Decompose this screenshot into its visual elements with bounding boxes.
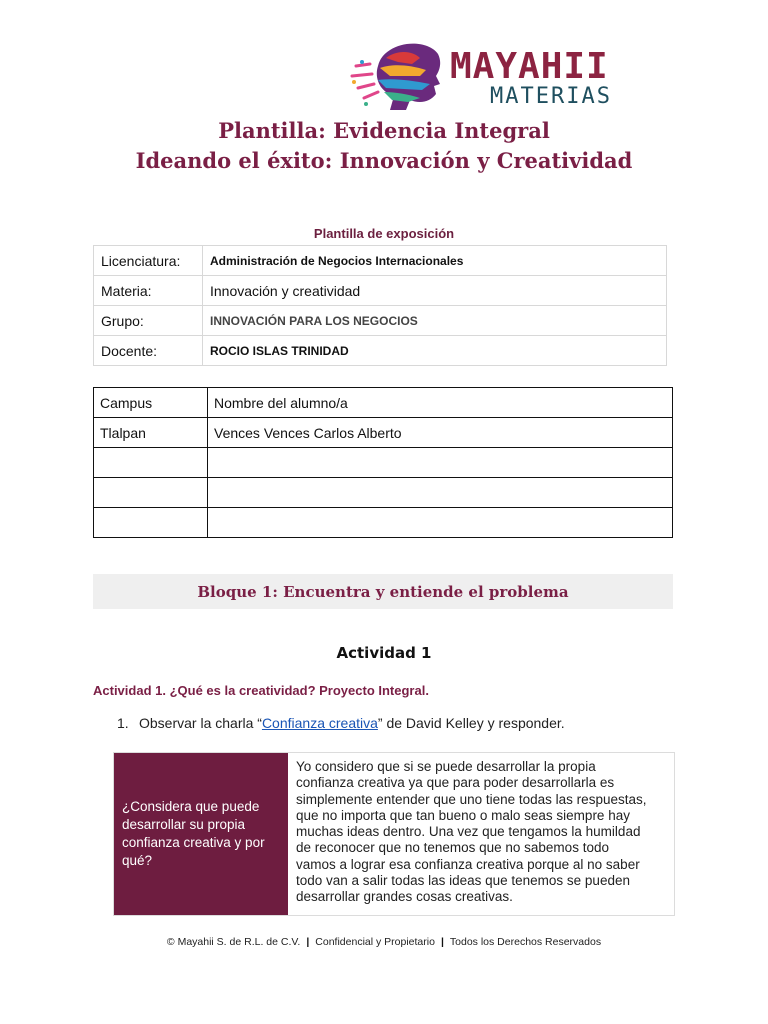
table-header-row [94,388,673,418]
footer-confidential: Confidencial y Propietario [315,936,435,948]
answer-line: confianza creativa ya que para poder desarrollarla es [296,775,615,791]
info-label: Licenciatura: [94,246,203,276]
question-answer-box [113,752,675,916]
answer-line: Yo considero que si se puede desarrollar la propia [296,759,596,774]
footer-rights: Todos los Derechos Reservados [449,936,602,948]
table-row [94,478,673,508]
activity-heading: Actividad 1 [336,644,432,662]
table-cell [94,508,208,538]
confianza-creativa-link[interactable]: Confianza creativa [261,715,378,731]
answer-line: simplemente entender que uno tiene todas las respuestas, [296,791,647,807]
answer-line: muchas ideas dentro. Una vez que tengamos la humildad [296,824,641,840]
table-cell: Vences Vences Carlos Alberto [208,418,673,448]
info-row [94,276,667,306]
section-banner [93,574,673,609]
info-label: Materia: [94,276,203,306]
list-number: 1. [117,715,129,731]
section-banner-text: Bloque 1: Encuentra y entiende el problema [197,582,569,601]
info-value: ROCIO ISLAS TRINIDAD [203,336,667,366]
answer-line: que no importa que tan bueno o malo seas siempre hay [296,807,630,823]
footer-separator: | [306,936,310,948]
course-info-table [93,245,667,366]
table-cell [208,478,673,508]
column-header: Nombre del alumno/a [208,388,673,418]
mayahii-logo [350,40,670,112]
info-value: Administración de Negocios Internacionales [203,246,667,276]
table-caption: Plantilla de exposición [313,226,455,241]
table-cell [94,478,208,508]
logo-brand-text: MAYAHII [450,46,609,87]
question-text: ¿Considera que puede desarrollar su propia confianza creativa y por qué? [122,799,265,868]
answer-cell [296,759,668,906]
page-footer [0,936,768,948]
colorful-head-logo-icon [350,40,446,112]
info-value: Innovación y creatividad [203,276,667,306]
answer-line: todo van a salir todas las ideas que tenemos se pueden [296,873,630,889]
page-title: Plantilla: Evidencia Integral [218,118,550,143]
footer-separator: | [440,936,444,948]
answer-line: de reconocer que no tenemos que no sabemos todo [296,840,609,856]
answer-line: desarrollar grandes cosas creativas. [296,889,513,905]
footer-copyright: © Mayahii S. de R.L. de C.V. [166,936,301,948]
table-row [94,448,673,478]
table-cell [208,508,673,538]
table-row [94,508,673,538]
info-label: Docente: [94,336,203,366]
table-cell [94,448,208,478]
list-item [117,715,565,731]
table-cell [208,448,673,478]
table-cell: Tlalpan [94,418,208,448]
info-row [94,336,667,366]
item-text-after: ” de David Kelley y responder. [377,715,565,731]
question-cell [114,753,288,915]
column-header: Campus [94,388,208,418]
logo-sub-text: MATERIAS [490,84,612,109]
activity-subheading: Actividad 1. ¿Qué es la creatividad? Proyecto Integral. [93,683,429,698]
info-value: INNOVACIÓN PARA LOS NEGOCIOS [203,306,667,336]
item-text-before: Observar la charla “ [139,715,262,731]
info-row [94,306,667,336]
info-label: Grupo: [94,306,203,336]
table-row [94,418,673,448]
info-row [94,246,667,276]
answer-line: vamos a lograr esa confianza creativa porque al no saber [296,856,640,872]
students-table [93,387,673,538]
page-subtitle: Ideando el éxito: Innovación y Creatividad [135,148,633,173]
